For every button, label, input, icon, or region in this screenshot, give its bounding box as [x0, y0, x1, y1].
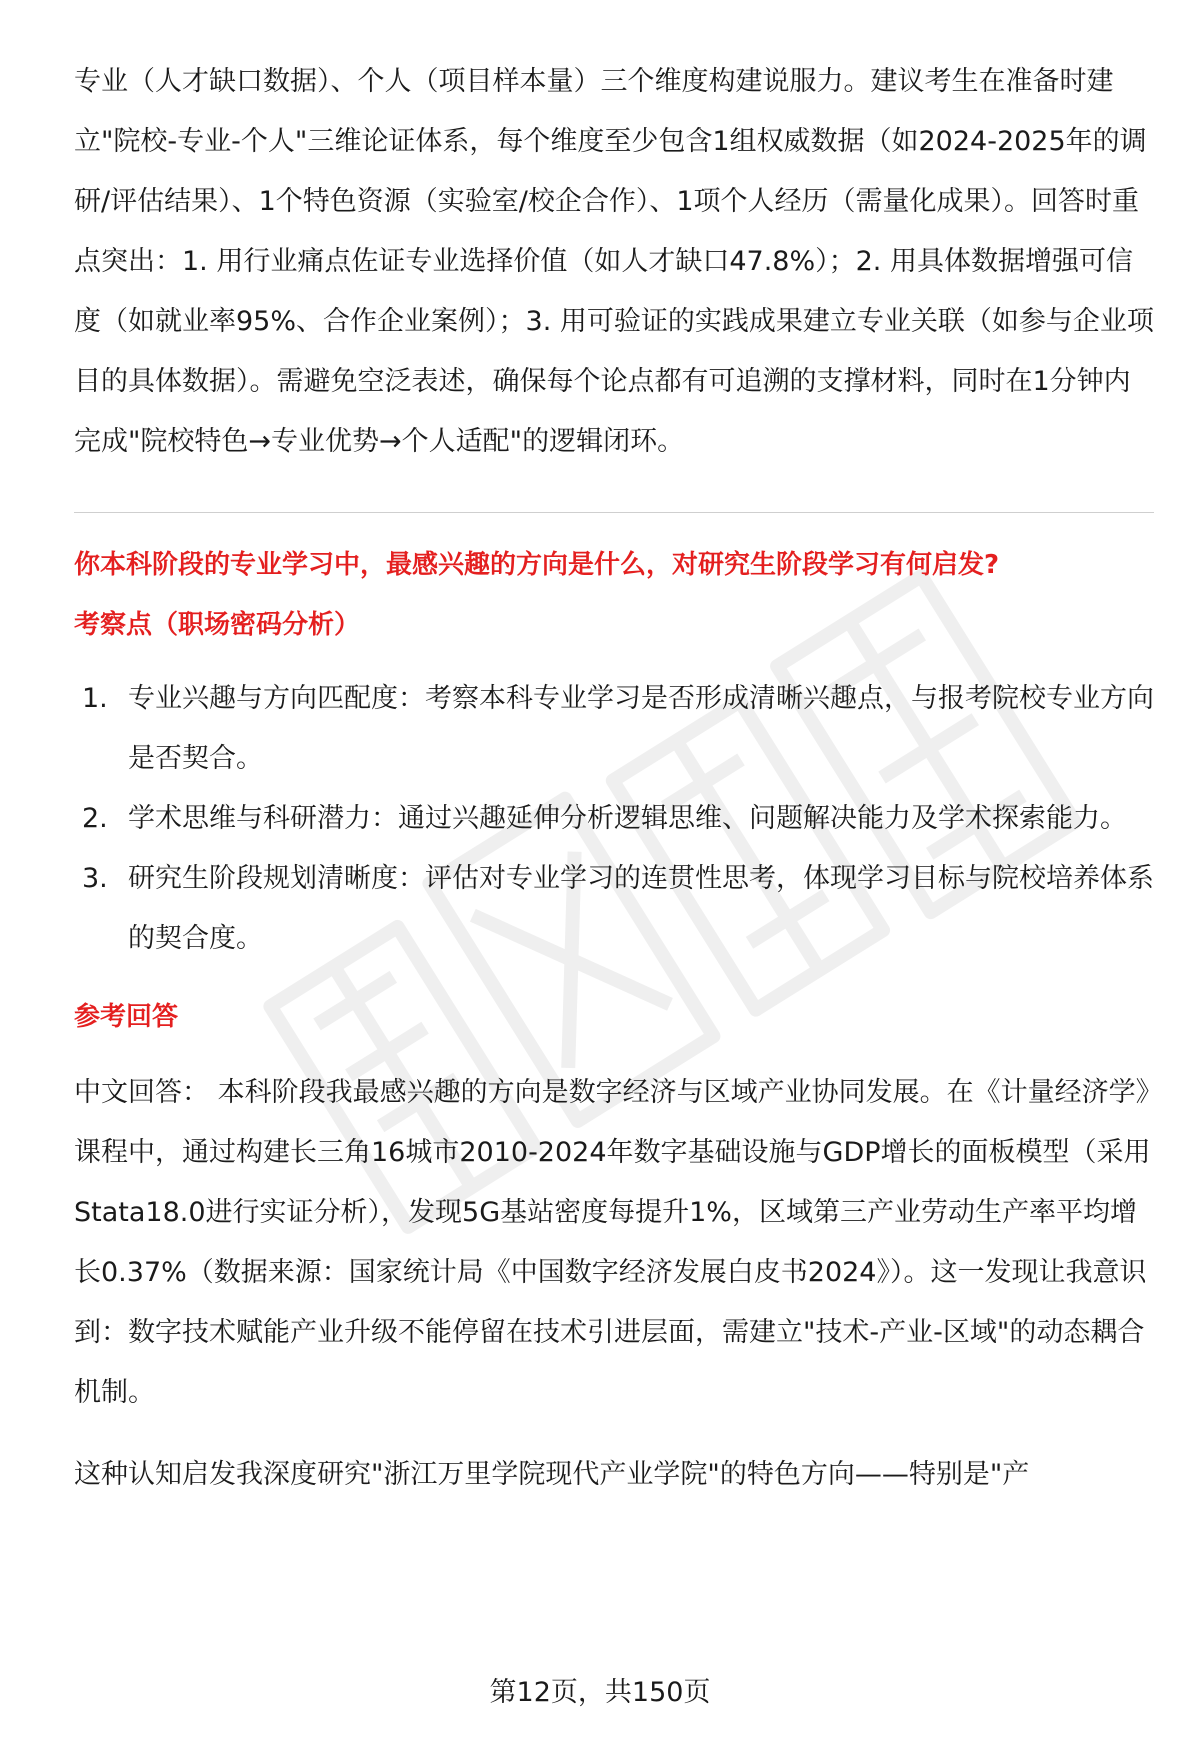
list-item [74, 849, 1154, 969]
section-divider [74, 512, 1154, 513]
list-item [74, 669, 1154, 789]
intro-paragraph: 专业（人才缺口数据）、个人（项目样本量）三个维度构建说服力。建议考生在准备时建立"院校-专业-个人"三维论证体系，每个维度至少包含1组权威数据（如2024-2025年的调研/评估结果）、1个特色资源（实验室/校企合作）、1项个人经历（需量化成果）。回答时重点突出：1. 用行业痛点佐证专业选择价值（如人才缺口47.8%）；2. 用具体数据增强可信度（如就业率95%、合作企业案例）；3. 用可验证的实践成果建立专业关联（如参与企业项目的具体数据）。需避免空泛表述，确保每个论点都有可追溯的支撑材料，同时在1分钟内完成"院校特色→专业优势→个人适配"的逻辑闭环。 [74, 66, 1154, 457]
answer-paragraph: 中文回答： 本科阶段我最感兴趣的方向是数字经济与区域产业协同发展。在《计量经济学》课程中，通过构建长三角16城市2010-2024年数字基础设施与GDP增长的面板模型（采用Stata18.0进行实证分析），发现5G基站密度每提升1%，区域第三产业劳动生产率平均增长0.37%（数据来源：国家统计局《中国数字经济发展白皮书2024》）。这一发现让我意识到：数字技术赋能产业升级不能停留在技术引进层面，需建立"技术-产业-区域"的动态耦合机制。 [74, 1077, 1151, 1408]
exam-points-heading: 考察点（职场密码分析） [74, 610, 361, 640]
exam-points-list [74, 669, 1154, 969]
question-heading: 你本科阶段的专业学习中，最感兴趣的方向是什么，对研究生阶段学习有何启发? [74, 550, 1000, 580]
list-item [74, 789, 1154, 849]
list-item-number: 3. [82, 863, 108, 894]
page-number-footer: 第12页，共150页 [489, 1677, 711, 1708]
list-item-number: 2. [82, 803, 108, 834]
list-item-text: 专业兴趣与方向匹配度：考察本科专业学习是否形成清晰兴趣点，与报考院校专业方向是否契合。 [128, 683, 1154, 774]
list-item-text: 学术思维与科研潜力：通过兴趣延伸分析逻辑思维、问题解决能力及学术探索能力。 [128, 803, 1127, 834]
list-item-number: 1. [82, 683, 108, 714]
list-item-text: 研究生阶段规划清晰度：评估对专业学习的连贯性思考，体现学习目标与院校培养体系的契合度。 [128, 863, 1154, 954]
answer-heading: 参考回答 [74, 1002, 179, 1032]
document-page [74, 52, 1154, 1505]
answer-paragraph-continued: 这种认知启发我深度研究"浙江万里学院现代产业学院"的特色方向——特别是"产 [74, 1459, 1030, 1490]
